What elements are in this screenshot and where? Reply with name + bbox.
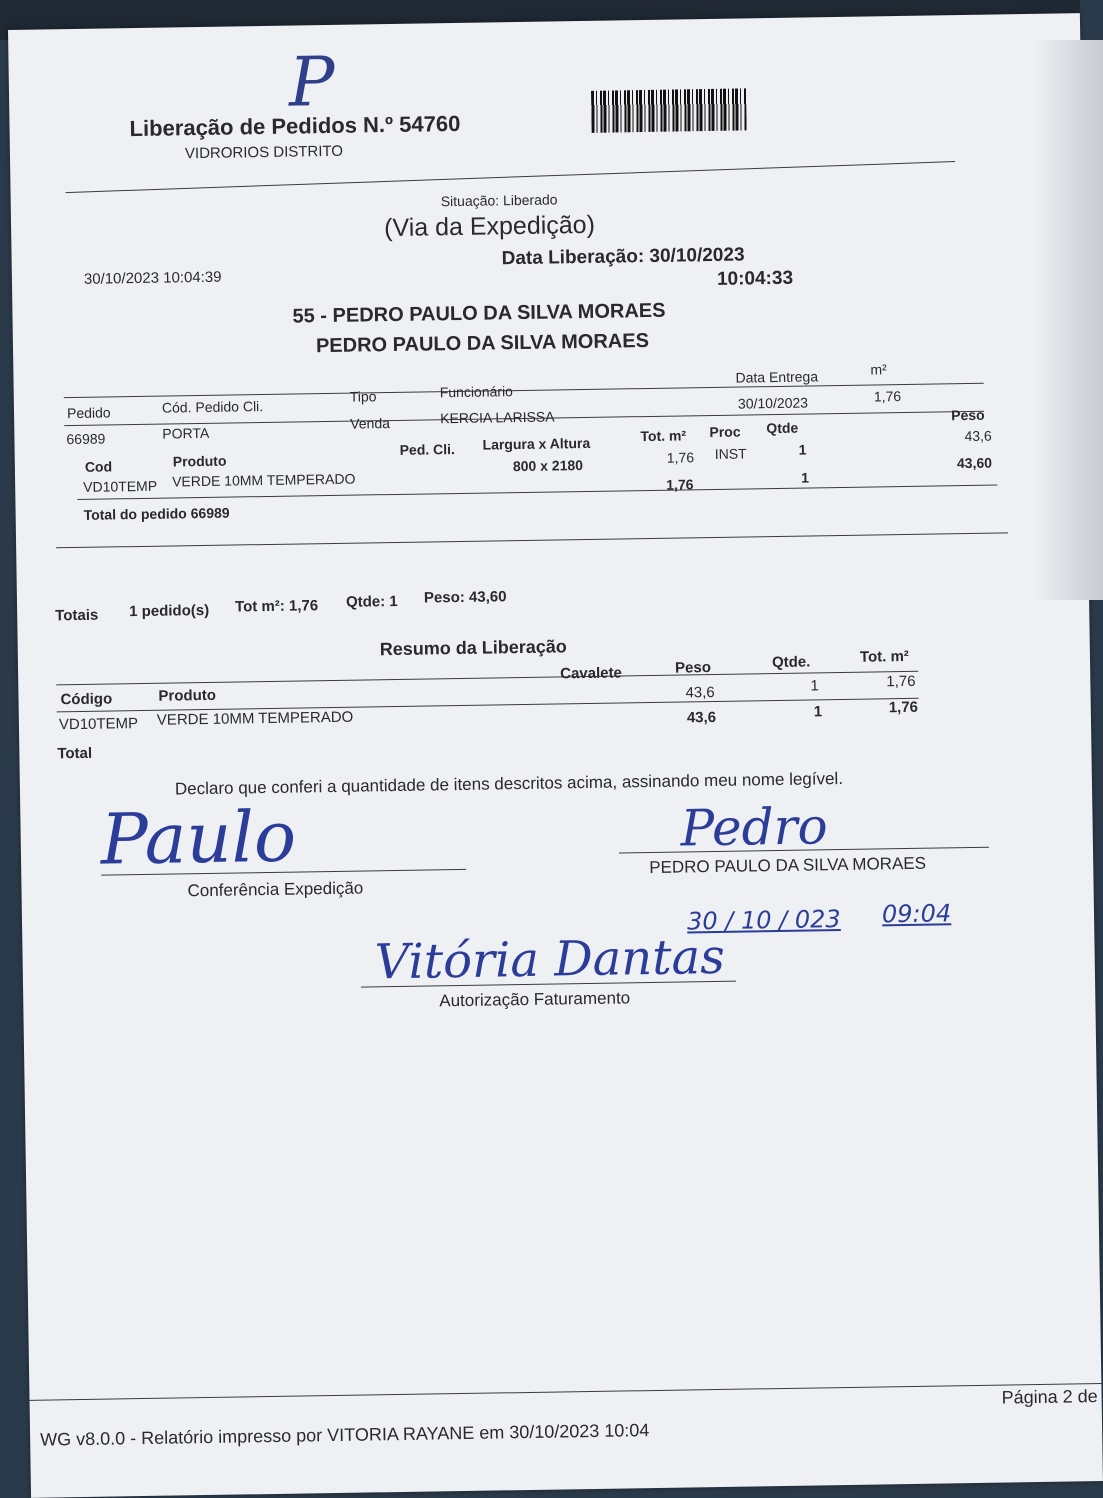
- resumo-top-line: [56, 671, 918, 686]
- client-signature: Pedro: [680, 797, 829, 858]
- order-total-label: Total do pedido 66989: [83, 504, 230, 523]
- resumo-title: Resumo da Liberação: [379, 636, 567, 660]
- col-produto: Produto: [172, 452, 227, 470]
- client-line-1: 55 - PEDRO PAULO DA SILVA MORAES: [292, 299, 666, 328]
- val-pedido: 66989: [66, 430, 106, 448]
- resumo-col-codigo: Código: [60, 690, 113, 709]
- conferencia-label: Conferência Expedição: [187, 878, 364, 901]
- col-m2: m²: [870, 361, 887, 378]
- order-bottom-line: [56, 532, 1008, 548]
- col-pedido: Pedido: [66, 404, 111, 422]
- col-data-entrega: Data Entrega: [735, 368, 819, 386]
- footer-page: Página 2 de: [1001, 1386, 1098, 1408]
- item-qtde: 1: [798, 441, 807, 458]
- item-produto: VERDE 10MM TEMPERADO: [171, 470, 356, 490]
- client-line-2: PEDRO PAULO DA SILVA MORAES: [315, 329, 650, 358]
- barcode: [591, 88, 747, 132]
- order-total-qtde: 1: [801, 469, 810, 486]
- resumo-row-qtde: 1: [810, 677, 819, 695]
- resumo-row-codigo: VD10TEMP: [58, 715, 139, 734]
- footer-printed-by: WG v8.0.0 - Relatório impresso por VITORIA RAYANE em 30/10/2023 10:04: [39, 1420, 650, 1450]
- col-ped-cli: Ped. Cli.: [399, 441, 455, 458]
- col-peso: Peso: [951, 406, 985, 424]
- item-largura-altura: 800 x 2180: [512, 457, 584, 475]
- item-tot-m2: 1,76: [666, 449, 695, 466]
- col-proc: Proc: [709, 423, 741, 441]
- resumo-total-label: Total: [57, 744, 93, 763]
- col-cod: Cod: [84, 458, 113, 475]
- situacao-label: Situação: Liberado: [440, 191, 558, 210]
- item-cod: VD10TEMP: [83, 477, 158, 495]
- totals-pedidos: 1 pedido(s): [129, 601, 210, 621]
- resumo-row-peso: 43,6: [685, 683, 715, 702]
- handwritten-time: 09:04: [881, 899, 952, 929]
- col-funcionario: Funcionário: [439, 383, 514, 401]
- resumo-total-peso: 43,6: [686, 708, 717, 727]
- col-cod-pedido-cli: Cód. Pedido Cli.: [161, 398, 264, 416]
- hora-liberacao: 10:04:33: [716, 267, 794, 290]
- document-title: Liberação de Pedidos N.º 54760: [129, 110, 461, 142]
- totals-m2: Tot m²: 1,76: [234, 597, 319, 616]
- val-cod-pedido-cli: PORTA: [162, 424, 210, 442]
- header-divider: [66, 161, 955, 193]
- via-label: (Via da Expedição): [383, 210, 596, 243]
- data-liberacao: Data Liberação: 30/10/2023: [501, 244, 745, 270]
- resumo-total-qtde: 1: [813, 703, 823, 721]
- resumo-row-tot-m2: 1,76: [886, 672, 916, 691]
- totals-peso: Peso: 43,60: [423, 588, 507, 607]
- company-name: VIDRORIOS DISTRITO: [184, 142, 344, 163]
- col-tipo: Tipo: [349, 388, 377, 405]
- paper-edge-shadow: [1033, 40, 1103, 600]
- resumo-row-produto: VERDE 10MM TEMPERADO: [156, 708, 354, 729]
- resumo-total-tot-m2: 1,76: [888, 698, 919, 717]
- item-peso: 43,6: [964, 427, 992, 445]
- order-total-m2: 1,76: [666, 476, 694, 493]
- order-total-peso: 43,60: [956, 454, 993, 472]
- val-m2: 1,76: [873, 388, 902, 405]
- resumo-col-qtde: Qtde.: [771, 653, 811, 672]
- val-tipo: Venda: [350, 415, 391, 432]
- document-page: [8, 13, 1103, 1498]
- col-qtde: Qtde: [766, 419, 799, 437]
- totals-label: Totais: [55, 606, 99, 625]
- handwritten-date: 30 / 10 / 023: [686, 905, 841, 936]
- col-largura-altura: Largura x Altura: [482, 434, 591, 453]
- resumo-col-cavalete: Cavalete: [560, 664, 623, 683]
- client-signature-name: PEDRO PAULO DA SILVA MORAES: [649, 853, 927, 878]
- declaration-text: Declaro que conferi a quantidade de itens descritos acima, assinando meu nome legível.: [174, 768, 844, 799]
- autorizacao-signature: Vitória Dantas: [374, 928, 726, 991]
- resumo-col-peso: Peso: [674, 659, 712, 677]
- company-logo: P: [288, 42, 336, 123]
- autorizacao-label: Autorização Faturamento: [439, 988, 631, 1011]
- totals-qtde: Qtde: 1: [345, 592, 398, 611]
- col-tot-m2: Tot. m²: [640, 427, 687, 445]
- val-data-entrega: 30/10/2023: [737, 394, 809, 412]
- order-top-line: [64, 383, 984, 401]
- resumo-col-produto: Produto: [158, 686, 217, 705]
- val-funcionario: KERCIA LARISSA: [440, 408, 555, 427]
- item-proc: INST: [714, 445, 747, 462]
- resumo-col-tot-m2: Tot. m²: [859, 647, 909, 666]
- printed-timestamp: 30/10/2023 10:04:39: [83, 268, 222, 288]
- footer-line: [30, 1383, 1102, 1401]
- conferencia-signature: Paulo: [100, 795, 297, 881]
